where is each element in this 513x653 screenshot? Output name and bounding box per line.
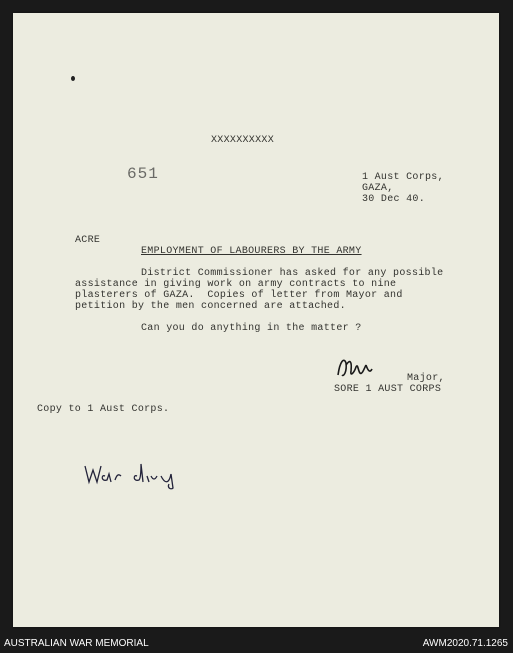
signature-scribble (334, 351, 374, 383)
footer-reference: AWM2020.71.1265 (422, 638, 508, 649)
body-line-2: assistance in giving work on army contracts to nine (75, 279, 397, 290)
footer-institution: AUSTRALIAN WAR MEMORIAL (4, 638, 149, 649)
handwritten-note (81, 458, 191, 490)
question-line: Can you do anything in the matter ? (141, 323, 362, 334)
document-page (13, 13, 499, 627)
header-mark: XXXXXXXXXX (211, 135, 275, 146)
sender-line-1: 1 Aust Corps, (362, 172, 444, 183)
subject-heading: EMPLOYMENT OF LABOURERS BY THE ARMY (141, 246, 362, 257)
ink-spot (71, 76, 75, 81)
sender-line-3: 30 Dec 40. (362, 194, 426, 205)
addressee: ACRE (75, 235, 101, 246)
body-line-4: petition by the men concerned are attached. (75, 301, 346, 312)
sender-line-2: GAZA, (362, 183, 394, 194)
file-number-stamp: 651 (127, 165, 159, 183)
copy-to-line: Copy to 1 Aust Corps. (37, 404, 170, 415)
body-line-3: plasterers of GAZA. Copies of letter from Mayor and (75, 290, 403, 301)
signature-title: SORE 1 AUST CORPS (334, 384, 442, 395)
body-line-1: District Commissioner has asked for any possible (141, 268, 444, 279)
signature-rank: Major, (407, 373, 445, 384)
archive-footer (0, 633, 513, 653)
